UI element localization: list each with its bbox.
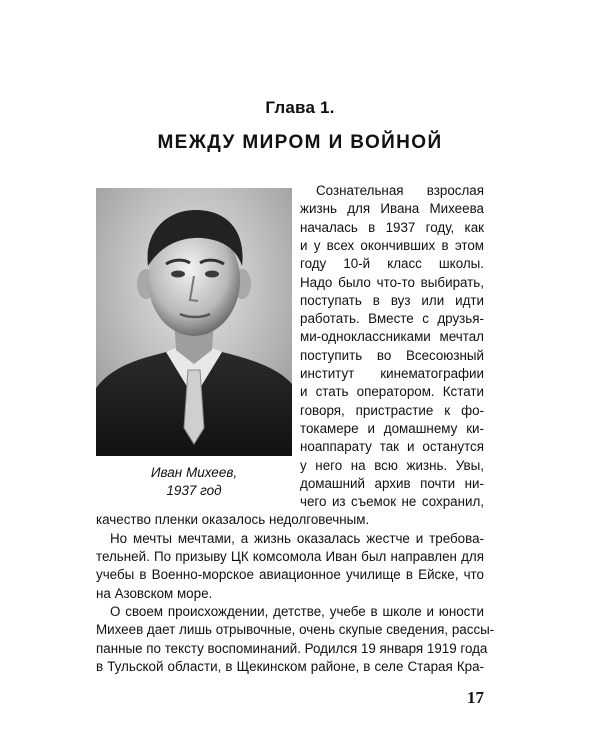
chapter-title: МЕЖДУ МИРОМ И ВОЙНОЙ (157, 132, 443, 153)
text-line: учебы в Военно-морское авиационное училище в Ейске, что (96, 567, 484, 583)
text-line: Михеев дает лишь отрывочные, очень скупые сведения, рассы- (96, 622, 495, 638)
text-line: ноаппарату так и останутся (300, 439, 484, 455)
text-line: в Тульской области, в Щекинском районе, в селе Старая Кра- (96, 658, 484, 674)
caption-name: Иван Михеев, (150, 465, 238, 480)
caption-year: 1937 год (166, 483, 222, 498)
text-line: и у всех окончивших в этом (300, 237, 484, 253)
text-line: тельней. По призыву ЦК комсомола Иван был направлен для (96, 549, 484, 564)
photo-caption (96, 464, 292, 500)
text-line: началась в 1937 году, как (300, 219, 484, 235)
page-number: 17 (467, 688, 484, 707)
text-line: жизнь для Ивана Михеева (300, 201, 484, 217)
text-line: и стать оператором. Кстати (300, 384, 484, 400)
text-line: на Азовском море. (96, 585, 213, 601)
portrait-photo (96, 188, 292, 456)
text-line: панные по тексту воспоминаний. Родился 19 января 1919 года (96, 640, 488, 656)
text-line: у него на всю жизнь. Увы, (300, 457, 484, 473)
portrait-illustration (96, 188, 292, 456)
text-line: Сознательная взрослая (316, 183, 484, 198)
text-line: токамере и домашнему ки- (300, 420, 484, 436)
text-line: Надо было что-то выбирать, (300, 274, 484, 290)
text-line: качество пленки оказалось недолговечным. (96, 512, 370, 528)
text-line: домашний архив почти ни- (300, 475, 484, 491)
chapter-number: Глава 1. (265, 98, 335, 117)
text-line: поступать в вуз или идти (300, 292, 484, 308)
text-line: говоря, пристрастие к фо- (300, 402, 484, 418)
text-line: поступить во Всесоюзный (300, 347, 484, 363)
text-line: работать. Вместе с друзья- (300, 311, 484, 327)
text-line: Но мечты мечтами, а жизнь оказалась жестче и требова- (110, 530, 484, 546)
text-line: О своем происхождении, детстве, учебе в школе и юности (110, 603, 484, 619)
text-line: институт кинематографии (300, 366, 484, 381)
text-line: ми-одноклассниками мечтал (300, 329, 484, 345)
text-line: году 10-й класс школы. (300, 256, 484, 272)
text-line: чего из съемок не сохранил, (300, 494, 484, 510)
